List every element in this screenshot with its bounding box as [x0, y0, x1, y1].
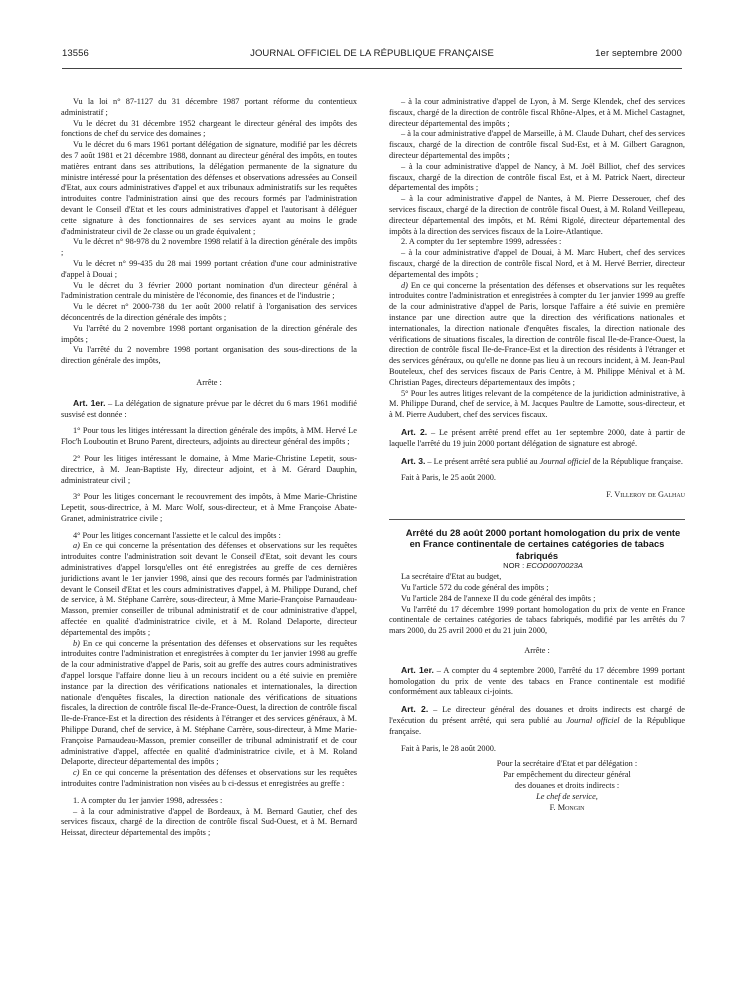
visa-paragraph: Vu l'article 284 de l'annexe II du code général des impôts ; [401, 593, 596, 603]
item-4: 4° Pour les litiges concernant l'assiette et le calcul des impôts : [73, 530, 281, 540]
arrete-title: Arrêté du 28 août 2000 portant homologation du prix de vente en France continentale de certaines catégories de tabacs fabriqués [405, 526, 681, 561]
article-label: Art. 1er. [73, 397, 106, 408]
article-text: de la République française. [590, 456, 683, 466]
item-1: 1° Pour tous les litiges intéressant la direction générale des impôts, à MM. Hervé Le Floc'h Louboutin et Bruno Parent, directeurs, adjoints au directeur général des impôts ; [61, 426, 357, 447]
article-label: Art. 1er. [401, 664, 434, 675]
article-2 [389, 427, 685, 450]
header-rule [62, 68, 682, 69]
item-4d [389, 281, 685, 389]
nor-reference [389, 561, 685, 572]
page-header [62, 48, 682, 64]
right-column [389, 97, 685, 813]
arrete-heading: Arrête : [524, 645, 550, 655]
journal-name: Journal officiel [566, 715, 620, 725]
visa-paragraph: Vu l'article 572 du code général des impôts ; [401, 582, 549, 592]
article-3 [389, 456, 685, 468]
left-column [61, 97, 357, 839]
visa-paragraph: Vu le décret n° 2000-738 du 1er août 2000 relatif à l'organisation des services déconcentrés de la direction générale des impôts ; [61, 302, 357, 322]
item-2: 2° Pour les litiges intéressant le domaine, à Mme Marie-Christine Lepetit, sous-directrice, à M. Jean-Baptiste Hy, directeur adjoint, et à M. Gérard Dauphin, administrateur civil ; [61, 453, 357, 485]
item-text: En ce qui concerne la présentation des défenses et observations sur les requêtes introduites contre l'administration et enregistrées à compter du 1er janvier 1999 au greffe de la cour administrative d'appel de Paris, lorsque l'affaire a été suivie en première instance par une direction autre que la direction des vérifications nationales et internationales, la direction nationale d'enquêtes fiscales, la direction nationale des vérifications de situations fiscales, la direction de contrôle fiscal Ile-de-France-Ouest, la direction de contrôle fiscal Ile-de-France-Est et la direction des résidents à l'étranger et des services généraux, ou qu'elle ne donne pas lieu à un recours incident, à M. Jean-Paul Bouteleux, chef des services fiscaux de Paris Centre, à M. Philippe Ménival et à M. Christian Pages, directeurs départementaux des impôts ; [389, 280, 685, 387]
item-text: En ce qui concerne la présentation des défenses et observations sur les requêtes introduites contre l'administration soit devant le Conseil d'Etat, soit devant les cours administratives d'appel lorsqu'elles ont été enregistrées au greffe de ces dernières juridictions avant le 1er janvier 1998, ainsi que des recours formés par l'administration devant le Conseil d'Etat et les cours administratives d'appel, à M. Philippe Durand, chef de service, à M. Stéphane Carrère, sous-directeur, à Mme Marie-Françoise Parnaudeau-Masson, premier conseiller de tribunal administratif et de cour administrative d'appel, affectée en qualité d'administratrice civile, et à M. Roland Delaporte, directeur départemental des impôts ; [61, 541, 357, 637]
done-at: Fait à Paris, le 25 août 2000. [401, 473, 496, 483]
article-text: – Le présent arrêté sera publié au [425, 456, 540, 466]
article-text: – Le directeur général des douanes et droits indirects est chargé de l'exécution du présent arrêté, qui sera publié au [389, 705, 685, 725]
page-number: 13556 [62, 48, 89, 59]
article-1 [61, 398, 357, 421]
issue-date: 1er septembre 2000 [595, 48, 682, 59]
article-label: Art. 3. [401, 455, 426, 466]
court-item: – à la cour administrative d'appel de Bordeaux, à M. Bernard Gautier, chef des services fiscaux, chargé de la direction de contrôle fiscal Sud-Ouest, et à M. Bernard Heissat, directeur départemental des impôts ; [61, 806, 357, 838]
visa-paragraph: Vu la loi n° 87-1127 du 31 décembre 1987 portant réforme du contentieux administratif ; [61, 97, 357, 117]
item-4a [61, 541, 357, 638]
court-item: – à la cour administrative d'appel de Douai, à M. Marc Hubert, chef des services fiscaux, chargé de la direction de contrôle fiscal Nord, et à M. Hervé Berrier, directeur départemental des impôts ; [389, 248, 685, 279]
visa-paragraph: Vu le décret n° 98-978 du 2 novembre 1998 relatif à la direction générale des impôts ; [61, 237, 357, 258]
item-letter: c) [73, 768, 80, 778]
court-item: – à la cour administrative d'appel de Nantes, à M. Pierre Desserouer, chef des services fiscaux, chargé de la direction de contrôle fiscal Ouest, à M. Roland Veillepeau, directeur départemental des impôts, et M. Rémi Rigolé, directeur départemental des impôts à la direction des services fiscaux de la Loire-Atlantique. [389, 194, 685, 236]
visa-paragraph: Vu le décret du 31 décembre 1952 chargeant le directeur général des impôts des fonctions de chef du service des domaines ; [61, 118, 357, 139]
court-item: – à la cour administrative d'appel de Lyon, à M. Serge Klendek, chef des services fiscaux, chargé de la direction de contrôle fiscal Rhône-Alpes, et à M. Michel Castagnet, directeur départemental des impôts ; [389, 97, 685, 128]
visa-paragraph: Vu le décret du 6 mars 1961 portant délégation de signature, modifié par les décrets des 7 août 1981 et 21 décembre 1988, donnant au directeur général des impôts, en toutes matières entrant dans ses attributions, la délégation permanente de la signature du ministre intéressé pour la présentation des défenses et observations adressées au Conseil d'Etat, aux cours administratives d'appel et aux tribunaux administratifs sur les requêtes introduites contre l'administration ainsi que des recours formés par l'administration devant le Conseil d'Etat et les cours administratives d'appel et l'autorisant à déléguer cette signature à des fonctionnaires de ses services ayant au moins le grade d'administrateur civil de 2e classe ou un grade équivalent ; [61, 140, 357, 236]
visa-paragraph: Vu le décret du 3 février 2000 portant nomination d'un directeur général à l'administration centrale du ministère de l'économie, des finances et de l'industrie ; [61, 280, 357, 301]
court-item: – à la cour administrative d'appel de Nancy, à M. Joël Billiot, chef des services fiscaux, chargé de la direction de contrôle fiscal Est, et à M. Patrick Naert, directeur départemental des impôts ; [389, 161, 685, 193]
signature: F. Mongin [549, 802, 585, 812]
section-divider [389, 519, 685, 520]
court-item: – à la cour administrative d'appel de Marseille, à M. Claude Duhart, chef des services fiscaux, chargé de la direction de contrôle fiscal Sud-Est, et à M. Gilbert Garagnon, directeur départemental des impôts ; [389, 129, 685, 160]
article-text: – A compter du 4 septembre 2000, l'arrêté du 17 décembre 1999 portant homologation du prix de vente des tabacs en France continentale est modifié conformément aux tableaux ci-joints. [389, 665, 685, 697]
visa-paragraph: Vu l'arrêté du 17 décembre 1999 portant homologation du prix de vente en France continentale de certaines catégories de tabacs fabriqués, modifié par les arrêtés du 7 mars 2000, du 25 avril 2000 et du 21 juin 2000, [389, 604, 685, 636]
item-3: 3° Pour les litiges concernant le recouvrement des impôts, à Mme Marie-Christine Lepetit, sous-directrice, à M. Marc Wolf, sous-directeur, et à Mme Françoise Abate-Granet, administratrice civile ; [61, 492, 357, 523]
article-text: – La délégation de signature prévue par le décret du 6 mars 1961 modifié susvisé est donnée : [61, 398, 357, 419]
sub-item: 1. A compter du 1er janvier 1998, adressées : [73, 795, 223, 805]
item-5: 5° Pour les autres litiges relevant de la compétence de la juridiction administrative, à M. Philippe Durand, chef de service, à M. Jacques Paultre de Lamotte, sous-directeur, et à M. Pierre Audubert, chef des services fiscaux. [389, 388, 685, 420]
article-1 [389, 665, 685, 698]
signature: F. Villeroy de Galhau [606, 490, 685, 500]
done-at: Fait à Paris, le 28 août 2000. [401, 743, 496, 753]
nor-label: NOR : [503, 561, 527, 571]
item-letter: d) [401, 280, 408, 290]
nor-code: ECOD0070023A [526, 561, 583, 571]
item-text: En ce qui concerne la présentation des défenses et observations sur les requêtes introduites contre l'administration et enregistrées à compter du 1er janvier 1998 au greffe de la cour administrative d'appel de Paris, soit au greffe des autres cours administratives d'appel lorsque l'affaire donne lieu à un recours incident ou a été suivie en première instance par la direction des vérifications nationales et internationales, la direction nationale d'enquêtes fiscales, la direction nationale des vérifications de situations fiscales, la direction de contrôle fiscal Ile-de-France-Ouest, la direction de contrôle fiscal Ile-de-France-Est et la direction des résidents à l'étranger et des services généraux, à M. Philippe Durand, chef de service, à M. Stéphane Carrère, sous-directeur, à Mme Marie-Françoise Parnaudeau-Masson, premier conseiller de tribunal administratif et de cour administrative d'appel, affectée en qualité d'administratrice civile, et à M. Roland Delaporte, directeur départemental des impôts ; [61, 638, 357, 767]
visa-paragraph: Vu l'arrêté du 2 novembre 1998 portant organisation des sous-directions de la direction générale des impôts, [61, 345, 357, 366]
authority: La secrétaire d'Etat au budget, [401, 572, 502, 582]
journal-name: Journal officiel [539, 456, 591, 466]
item-4b [61, 639, 357, 769]
item-text: En ce qui concerne la présentation des défenses et observations sur les requêtes introduites contre l'administration non visées au b ci-dessus et enregistrées au greffe : [61, 768, 357, 789]
visa-paragraph: Vu le décret n° 99-435 du 28 mai 1999 portant création d'une cour administrative d'appel à Douai ; [61, 258, 357, 279]
signature-line: Le chef de service, [536, 791, 598, 801]
article-label: Art. 2. [401, 426, 428, 437]
item-letter: b) [73, 638, 80, 648]
signature-line: des douanes et droits indirects : [514, 780, 620, 790]
article-label: Art. 2. [401, 704, 429, 715]
article-2 [389, 704, 685, 737]
signature-line: Pour la secrétaire d'Etat et par délégation : [496, 759, 638, 769]
article-text: – Le présent arrêté prend effet au 1er septembre 2000, date à partir de laquelle l'arrêté du 19 juin 2000 portant délégation de signature est abrogé. [389, 427, 685, 448]
item-4c [61, 768, 357, 790]
signature-block [449, 759, 685, 813]
journal-title: JOURNAL OFFICIEL DE LA RÉPUBLIQUE FRANÇAISE [250, 48, 494, 59]
visa-paragraph: Vu l'arrêté du 2 novembre 1998 portant organisation de la direction générale des impôts ; [61, 323, 357, 344]
article-text: de la République française. [389, 715, 685, 736]
item-letter: a) [73, 541, 80, 551]
signature-line: Par empêchement du directeur général [503, 770, 631, 780]
sub-item: 2. A compter du 1er septembre 1999, adressées : [401, 237, 562, 247]
arrete-heading: Arrête : [196, 377, 222, 387]
